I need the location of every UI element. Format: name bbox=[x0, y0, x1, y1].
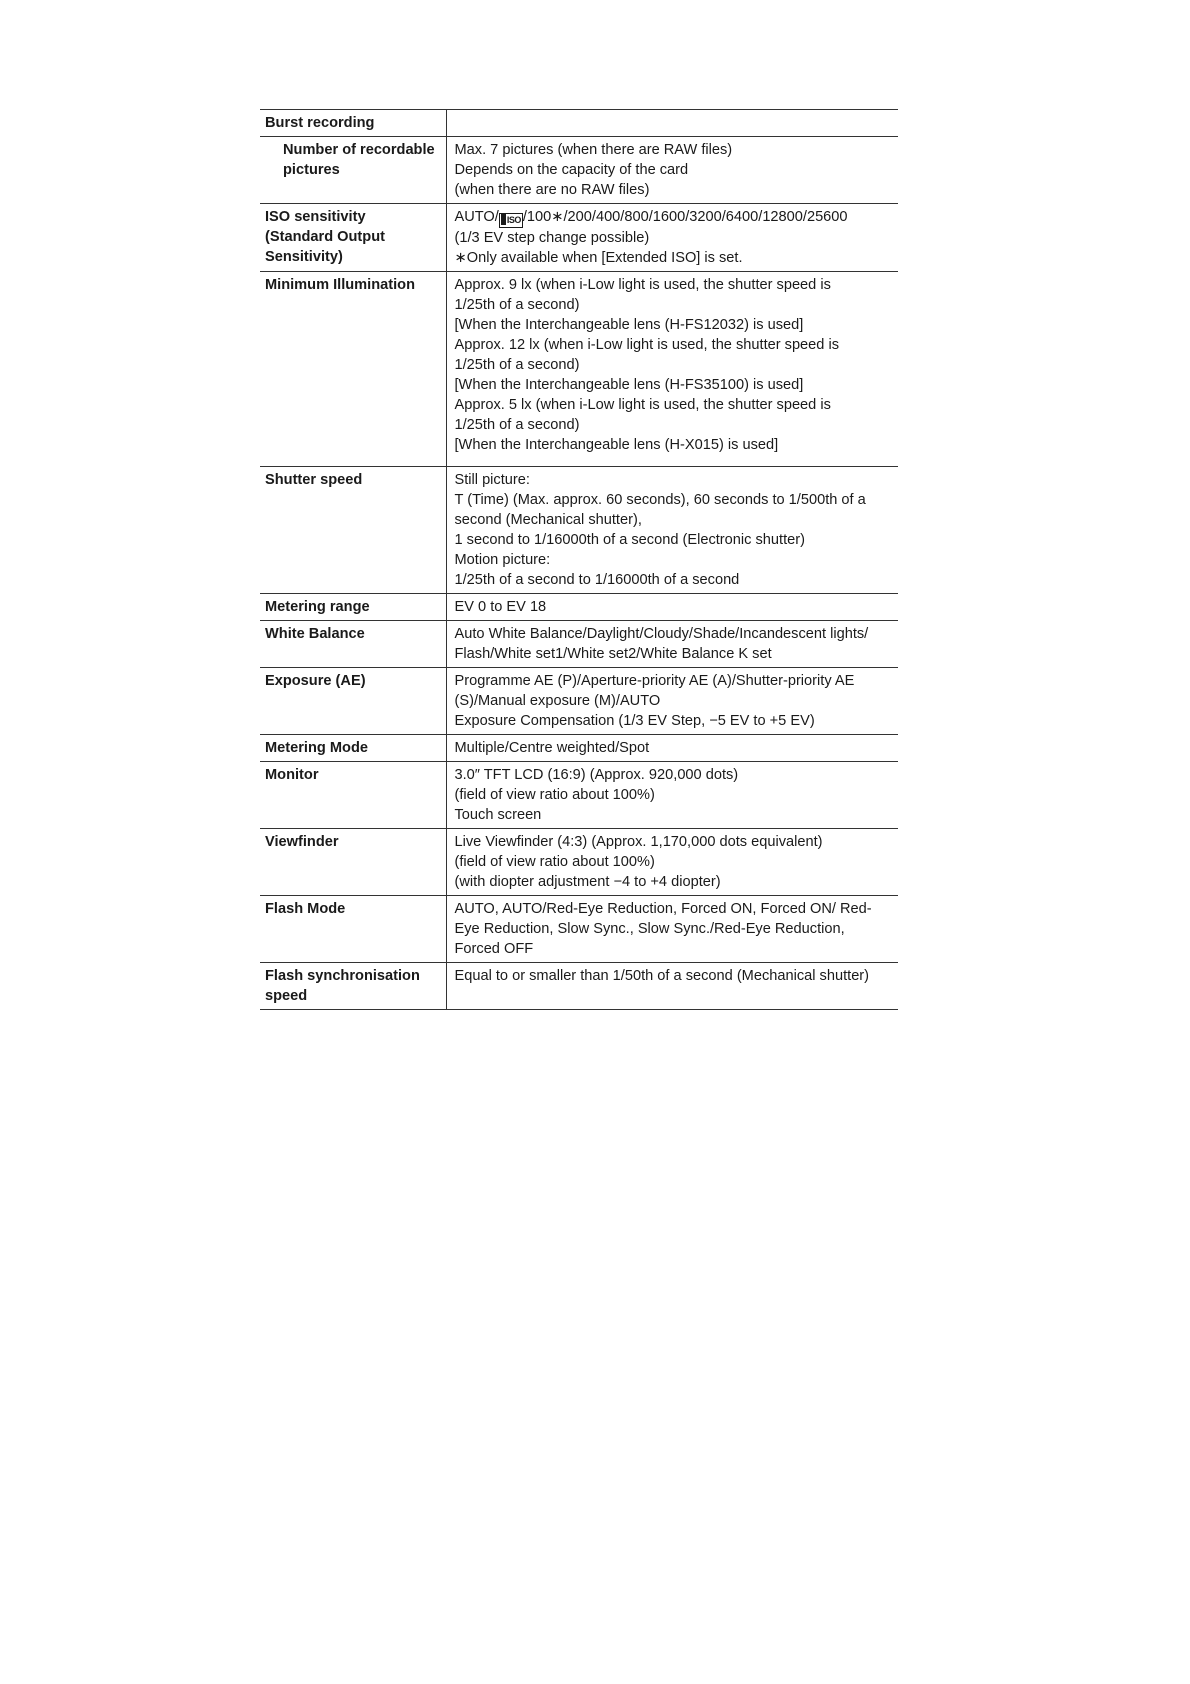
spec-value-line: 3.0″ TFT LCD (16:9) (Approx. 920,000 dots) bbox=[454, 767, 739, 783]
spec-label bbox=[260, 204, 446, 272]
spec-value bbox=[446, 110, 898, 137]
spec-label bbox=[260, 963, 446, 1010]
spec-table bbox=[260, 109, 898, 1010]
spec-row bbox=[260, 668, 898, 735]
spec-value-line: Forced OFF bbox=[454, 941, 534, 957]
spec-label bbox=[260, 621, 446, 668]
spec-value-line: Flash/White set1/White set2/White Balance K set bbox=[454, 646, 772, 662]
spec-label bbox=[260, 896, 446, 963]
spec-value-line: Max. 7 pictures (when there are RAW files) bbox=[454, 142, 733, 158]
spec-label bbox=[260, 110, 446, 137]
spec-label bbox=[260, 594, 446, 621]
spec-value bbox=[446, 735, 898, 762]
spec-row bbox=[260, 963, 898, 1010]
spec-value-line: Auto White Balance/Daylight/Cloudy/Shade/Incandescent lights/ bbox=[454, 626, 869, 642]
spec-value-line: [When the Interchangeable lens (H-FS12032) is used] bbox=[454, 317, 804, 333]
spec-row bbox=[260, 762, 898, 829]
spec-label bbox=[260, 272, 446, 467]
spec-value-line: [When the Interchangeable lens (H-X015) is used] bbox=[454, 437, 779, 453]
spec-value-line: Depends on the capacity of the card bbox=[454, 162, 689, 178]
spec-value-line: (with diopter adjustment −4 to +4 diopter) bbox=[454, 874, 721, 890]
spec-label-line: White Balance bbox=[265, 626, 365, 642]
spec-value-line: Equal to or smaller than 1/50th of a second (Mechanical shutter) bbox=[454, 968, 870, 984]
spec-label-line: Burst recording bbox=[265, 115, 375, 131]
spec-row bbox=[260, 594, 898, 621]
spec-label bbox=[260, 467, 446, 594]
spec-value-line: 1/25th of a second to 1/16000th of a second bbox=[454, 572, 740, 588]
spacer bbox=[455, 455, 894, 463]
spec-value-line: ∗Only available when [Extended ISO] is set. bbox=[454, 250, 743, 266]
spec-value bbox=[446, 668, 898, 735]
spec-row bbox=[260, 829, 898, 896]
spec-value-line: Eye Reduction, Slow Sync., Slow Sync./Red-Eye Reduction, bbox=[454, 921, 845, 937]
spec-value-line bbox=[455, 207, 894, 228]
spec-label bbox=[260, 762, 446, 829]
intelligent-iso-icon: ISO bbox=[499, 213, 523, 228]
spec-value-line: second (Mechanical shutter), bbox=[454, 512, 642, 528]
spec-value bbox=[446, 896, 898, 963]
spec-label-line: Flash Mode bbox=[265, 901, 346, 917]
spec-value-line: Motion picture: bbox=[454, 552, 551, 568]
spec-row bbox=[260, 137, 898, 204]
spec-value-line: 1/25th of a second) bbox=[454, 297, 580, 313]
spec-label bbox=[260, 137, 446, 204]
spec-value-line: (field of view ratio about 100%) bbox=[454, 854, 655, 870]
spec-value bbox=[446, 204, 898, 272]
spec-value-line: (field of view ratio about 100%) bbox=[454, 787, 655, 803]
spec-label-line: Number of recordable bbox=[283, 142, 435, 158]
spec-table-body bbox=[260, 110, 898, 1010]
spec-label-line: Flash synchronisation bbox=[265, 968, 420, 984]
spec-value-line: (S)/Manual exposure (M)/AUTO bbox=[454, 693, 661, 709]
spec-row bbox=[260, 467, 898, 594]
spec-value-line: Approx. 5 lx (when i-Low light is used, the shutter speed is bbox=[454, 397, 831, 413]
spec-value bbox=[446, 594, 898, 621]
iso-values-text: /100∗/200/400/800/1600/3200/6400/12800/25600 bbox=[522, 209, 848, 225]
spec-value-line: T (Time) (Max. approx. 60 seconds), 60 seconds to 1/500th of a bbox=[454, 492, 866, 508]
spec-label-line: Shutter speed bbox=[265, 472, 363, 488]
iso-auto-text: AUTO/ bbox=[454, 209, 499, 225]
spec-value-line: Multiple/Centre weighted/Spot bbox=[454, 740, 650, 756]
spec-label-line: Sensitivity) bbox=[265, 249, 343, 265]
spec-row bbox=[260, 272, 898, 467]
spec-value-line: Live Viewfinder (4:3) (Approx. 1,170,000 dots equivalent) bbox=[454, 834, 823, 850]
spec-label bbox=[260, 735, 446, 762]
spec-value-line: Programme AE (P)/Aperture-priority AE (A)/Shutter-priority AE bbox=[454, 673, 855, 689]
spec-value-line: Exposure Compensation (1/3 EV Step, −5 EV to +5 EV) bbox=[454, 713, 815, 729]
spec-label-line: Monitor bbox=[265, 767, 319, 783]
spec-value bbox=[446, 621, 898, 668]
spec-label-line: speed bbox=[265, 988, 308, 1004]
spec-row bbox=[260, 621, 898, 668]
spec-value-line: Touch screen bbox=[454, 807, 542, 823]
spec-value bbox=[446, 272, 898, 467]
spec-value-line: Still picture: bbox=[454, 472, 530, 488]
spec-label-line: Exposure (AE) bbox=[265, 673, 366, 689]
spec-value bbox=[446, 137, 898, 204]
spec-value bbox=[446, 829, 898, 896]
spec-value-line: [When the Interchangeable lens (H-FS35100) is used] bbox=[454, 377, 804, 393]
spec-label bbox=[260, 668, 446, 735]
spec-value-line: (when there are no RAW files) bbox=[454, 182, 650, 198]
spec-value-line: 1 second to 1/16000th of a second (Electronic shutter) bbox=[454, 532, 805, 548]
spec-row bbox=[260, 735, 898, 762]
spec-value-line: 1/25th of a second) bbox=[454, 417, 580, 433]
spec-value-line: EV 0 to EV 18 bbox=[454, 599, 547, 615]
spec-value bbox=[446, 467, 898, 594]
spec-label-line: pictures bbox=[283, 162, 340, 178]
spec-label bbox=[260, 829, 446, 896]
spec-value-line: Approx. 12 lx (when i-Low light is used, the shutter speed is bbox=[454, 337, 840, 353]
spec-row bbox=[260, 110, 898, 137]
spec-value-line: 1/25th of a second) bbox=[454, 357, 580, 373]
spec-label-line: (Standard Output bbox=[265, 229, 385, 245]
spec-label-line: Viewfinder bbox=[265, 834, 339, 850]
spec-value-line: AUTO, AUTO/Red-Eye Reduction, Forced ON, Forced ON/ Red- bbox=[454, 901, 872, 917]
spec-row bbox=[260, 896, 898, 963]
spec-label-line: Minimum Illumination bbox=[265, 277, 415, 293]
spec-label-line: Metering Mode bbox=[265, 740, 368, 756]
spec-value bbox=[446, 963, 898, 1010]
spec-value-line: (1/3 EV step change possible) bbox=[454, 230, 650, 246]
spec-label-line: ISO sensitivity bbox=[265, 209, 366, 225]
spec-value bbox=[446, 762, 898, 829]
spec-label-line: Metering range bbox=[265, 599, 370, 615]
spec-row bbox=[260, 204, 898, 272]
spec-value-line: Approx. 9 lx (when i-Low light is used, the shutter speed is bbox=[454, 277, 831, 293]
